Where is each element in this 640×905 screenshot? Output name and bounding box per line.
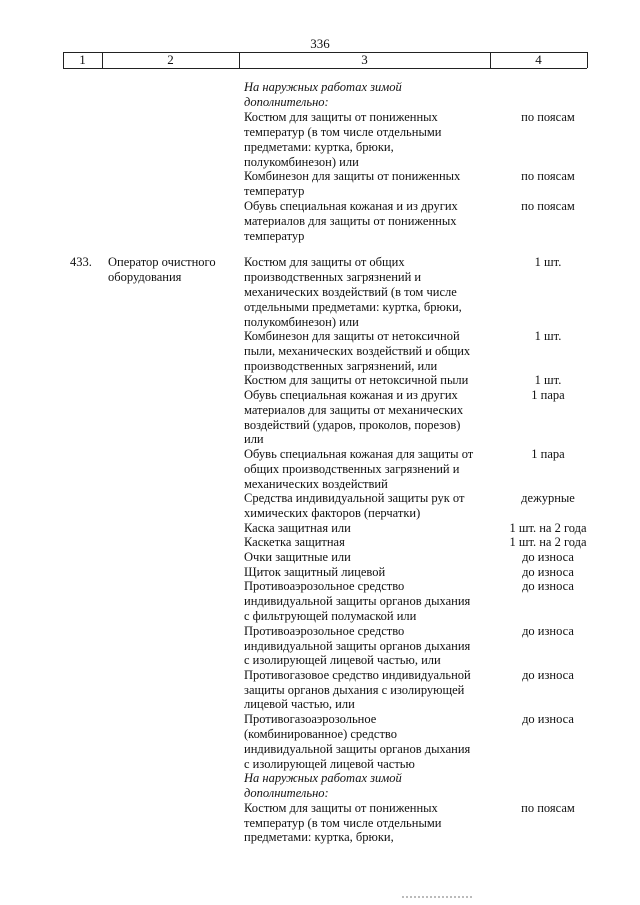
- table-cell-c3: индивидуальной защиты органов дыхания: [244, 594, 471, 608]
- table-cell-c3: Каскетка защитная: [244, 535, 345, 549]
- table-cell-c3: Очки защитные или: [244, 550, 351, 564]
- table-cell-c4: 1 пара: [531, 447, 565, 461]
- table-cell-c3: Противоаэрозольное средство: [244, 624, 405, 638]
- table-cell-c4: дежурные: [521, 491, 575, 505]
- table-cell-c3: пыли, механических воздействий и общих: [244, 344, 471, 358]
- table-cell-c3: Щиток защитный лицевой: [244, 565, 386, 579]
- table-cell-c3: Костюм для защиты от общих: [244, 255, 405, 269]
- table-cell-c3: Комбинезон для защиты от пониженных: [244, 169, 461, 183]
- table-cell-c4: 1 шт.: [534, 255, 562, 269]
- table-cell-c3: предметами: куртка, брюки,: [244, 140, 394, 154]
- table-cell-c3: Противоаэрозольное средство: [244, 579, 405, 593]
- table-cell-c4: по поясам: [521, 110, 575, 124]
- table-cell-c2: Оператор очистного: [108, 255, 216, 269]
- table-cell-c3: материалов для защиты от механических: [244, 403, 464, 417]
- column-header-2: 2: [167, 52, 174, 67]
- table-cell-c3: механических воздействий: [244, 477, 388, 491]
- table-cell-c3: Обувь специальная кожаная для защиты от: [244, 447, 474, 461]
- table-cell-c3: общих производственных загрязнений и: [244, 462, 460, 476]
- table-cell-c3: Комбинезон для защиты от нетоксичной: [244, 329, 460, 343]
- table-cell-c3: химических факторов (перчатки): [244, 506, 421, 520]
- table-cell-c4: по поясам: [521, 801, 575, 815]
- table-cell-c3: механических воздействий (в том числе: [244, 285, 457, 299]
- table-cell-c4: 1 шт. на 2 года: [509, 535, 587, 549]
- table-cell-c4: до износа: [522, 565, 574, 579]
- table-cell-c4: до износа: [522, 579, 574, 593]
- table-cell-c4: 1 шт.: [534, 373, 562, 387]
- table-cell-c3: производственных загрязнений и: [244, 270, 422, 284]
- table-cell-c3: Обувь специальная кожаная и из других: [244, 388, 458, 402]
- table-cell-c3: (комбинированное) средство: [244, 727, 397, 741]
- table-cell-c4: до износа: [522, 668, 574, 682]
- header-bottom-border: [63, 68, 587, 69]
- table-cell-c3: воздействий (ударов, проколов, порезов): [244, 418, 461, 432]
- header-divider: [587, 52, 588, 68]
- table-cell-c3: индивидуальной защиты органов дыхания: [244, 639, 471, 653]
- table-cell-c3: Костюм для защиты от пониженных: [244, 110, 438, 124]
- table-cell-c3: индивидуальной защиты органов дыхания: [244, 742, 471, 756]
- table-cell-c1: 433.: [70, 255, 92, 269]
- table-cell-c4: 1 шт. на 2 года: [509, 521, 587, 535]
- table-cell-c3: Костюм для защиты от пониженных: [244, 801, 438, 815]
- table-cell-c3: Противогазоаэрозольное: [244, 712, 377, 726]
- table-cell-c3: температур (в том числе отдельными: [244, 125, 442, 139]
- table-cell-c3: температур: [244, 229, 305, 243]
- column-header-row: [63, 52, 587, 68]
- table-cell-c4: по поясам: [521, 169, 575, 183]
- table-cell-c3: с изолирующей лицевой частью, или: [244, 653, 441, 667]
- table-cell-c3: дополнительно:: [244, 95, 329, 109]
- table-cell-c3: Средства индивидуальной защиты рук от: [244, 491, 465, 505]
- table-cell-c3: с изолирующей лицевой частью: [244, 757, 415, 771]
- table-cell-c3: дополнительно:: [244, 786, 329, 800]
- table-cell-c3: Каска защитная или: [244, 521, 351, 535]
- table-cell-c3: На наружных работах зимой: [244, 771, 402, 785]
- table-cell-c3: Противогазовое средство индивидуальной: [244, 668, 471, 682]
- table-cell-c3: с фильтрующей полумаской или: [244, 609, 417, 623]
- table-cell-c4: по поясам: [521, 199, 575, 213]
- table-cell-c2: оборудования: [108, 270, 182, 284]
- table-cell-c3: Обувь специальная кожаная и из других: [244, 199, 458, 213]
- column-header-3: 3: [361, 52, 368, 67]
- table-cell-c4: до износа: [522, 624, 574, 638]
- page-number: 336: [310, 36, 330, 51]
- table-cell-c3: полукомбинезон) или: [244, 155, 359, 169]
- column-header-1: 1: [79, 52, 86, 67]
- table-cell-c4: до износа: [522, 712, 574, 726]
- footer-mark: [402, 896, 472, 902]
- table-cell-c4: 1 пара: [531, 388, 565, 402]
- table-cell-c3: полукомбинезон) или: [244, 315, 359, 329]
- column-header-4: 4: [535, 52, 542, 67]
- table-cell-c3: отдельными предметами: куртка, брюки,: [244, 300, 462, 314]
- table-cell-c3: температур (в том числе отдельными: [244, 816, 442, 830]
- table-cell-c4: до износа: [522, 550, 574, 564]
- table-cell-c3: Костюм для защиты от нетоксичной пыли: [244, 373, 469, 387]
- table-cell-c3: защиты органов дыхания с изолирующей: [244, 683, 465, 697]
- table-cell-c3: или: [244, 432, 264, 446]
- table-cell-c3: материалов для защиты от пониженных: [244, 214, 457, 228]
- table-cell-c4: 1 шт.: [534, 329, 562, 343]
- table-cell-c3: предметами: куртка, брюки,: [244, 830, 394, 844]
- table-cell-c3: производственных загрязнений, или: [244, 359, 438, 373]
- table-cell-c3: На наружных работах зимой: [244, 80, 402, 94]
- table-cell-c3: температур: [244, 184, 305, 198]
- table-cell-c3: лицевой частью, или: [244, 697, 355, 711]
